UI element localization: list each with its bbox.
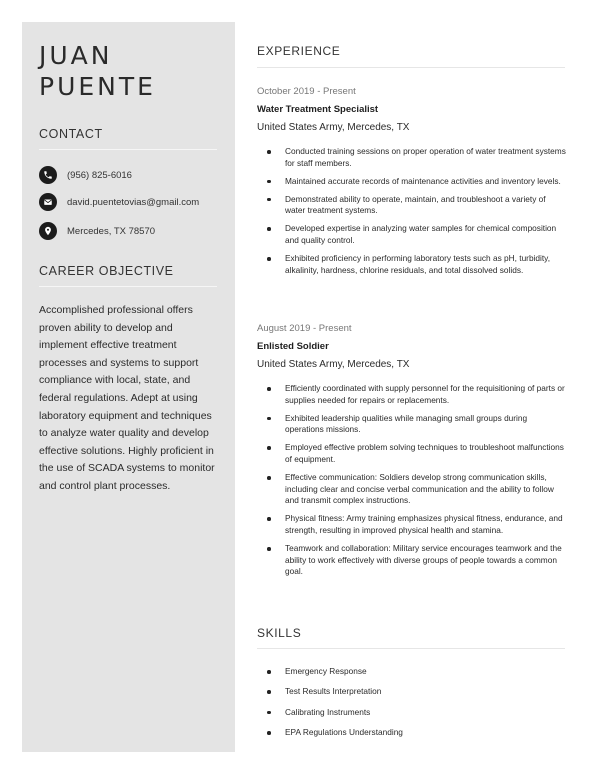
phone-number: (956) 825-6016 [67, 169, 132, 181]
job-organization: United States Army, Mercedes, TX [257, 122, 410, 133]
job-bullet: Demonstrated ability to operate, maintain, and troubleshoot a variety of water treatment systems. [285, 194, 567, 217]
job-date: October 2019 - Present [257, 86, 356, 97]
first-name: JUAN [39, 41, 113, 70]
job-bullet: Efficiently coordinated with supply personnel for the requisitioning of parts or supplies needed for repairs or replacements. [285, 383, 567, 406]
job-bullet: Exhibited proficiency in performing laboratory tests such as pH, turbidity, alkalinity, hardness, chlorine residuals, and total dissolved solids. [285, 253, 567, 276]
candidate-name [39, 40, 156, 102]
contact-email [39, 193, 199, 211]
contact-heading: CONTACT [39, 127, 103, 141]
job-bullets [257, 383, 567, 584]
objective-text: Accomplished professional offers proven ability to develop and implement effective treatment processes and systems to support compliance with local, state, and federal regulations. Adept at using laboratory equipment and techniques to analyze water quality and develop effective solutions. Highly proficient in the use of SCADA systems to monitor and control plant processes. [39, 304, 215, 492]
skills-list [257, 666, 567, 748]
location-text: Mercedes, TX 78570 [67, 225, 156, 237]
job-title: Water Treatment Specialist [257, 104, 379, 115]
experience-divider [257, 67, 565, 68]
email-icon [39, 193, 57, 211]
email-address[interactable]: david.puentetovias@gmail.com [67, 196, 200, 208]
last-name: PUENTE [39, 72, 156, 101]
job-bullet: Maintained accurate records of maintenance activities and inventory levels. [285, 176, 567, 188]
contact-location [39, 222, 155, 240]
skill-item: Test Results Interpretation [285, 686, 567, 698]
contact-divider [39, 149, 217, 150]
job-bullets [257, 146, 567, 283]
experience-heading: EXPERIENCE [257, 44, 341, 58]
job-bullet: Employed effective problem solving techniques to troubleshoot malfunctions of equipment. [285, 442, 567, 465]
objective-heading: CAREER OBJECTIVE [39, 264, 174, 278]
contact-phone [39, 166, 132, 184]
job-title: Enlisted Soldier [257, 341, 329, 352]
skills-heading: SKILLS [257, 626, 302, 640]
phone-icon [39, 166, 57, 184]
skills-divider [257, 648, 565, 649]
job-date: August 2019 - Present [257, 323, 352, 334]
job-bullet: Conducted training sessions on proper operation of water treatment systems for staff members. [285, 146, 566, 168]
location-pin-icon [39, 222, 57, 240]
skill-item: Emergency Response [285, 666, 567, 678]
job-bullet: Physical fitness: Army training emphasizes physical fitness, endurance, and strength, resulting in improved physical health and stamina. [285, 513, 567, 536]
job-bullet: Effective communication: Soldiers develop strong communication skills, including clear and concise verbal communication and the ability to follow and transmit complex instructions. [285, 472, 567, 507]
objective-divider [39, 286, 217, 287]
job-bullet: Developed expertise in analyzing water samples for chemical composition and quality control. [285, 223, 567, 246]
skill-item: EPA Regulations Understanding [285, 727, 567, 739]
skill-item: Calibrating Instruments [285, 707, 567, 719]
job-bullet: Teamwork and collaboration: Military service encourages teamwork and the ability to work effectively with diverse groups of people towards a common goal. [285, 543, 567, 578]
job-bullet: Exhibited leadership qualities while managing small groups during operations missions. [285, 413, 567, 436]
job-organization: United States Army, Mercedes, TX [257, 359, 410, 370]
